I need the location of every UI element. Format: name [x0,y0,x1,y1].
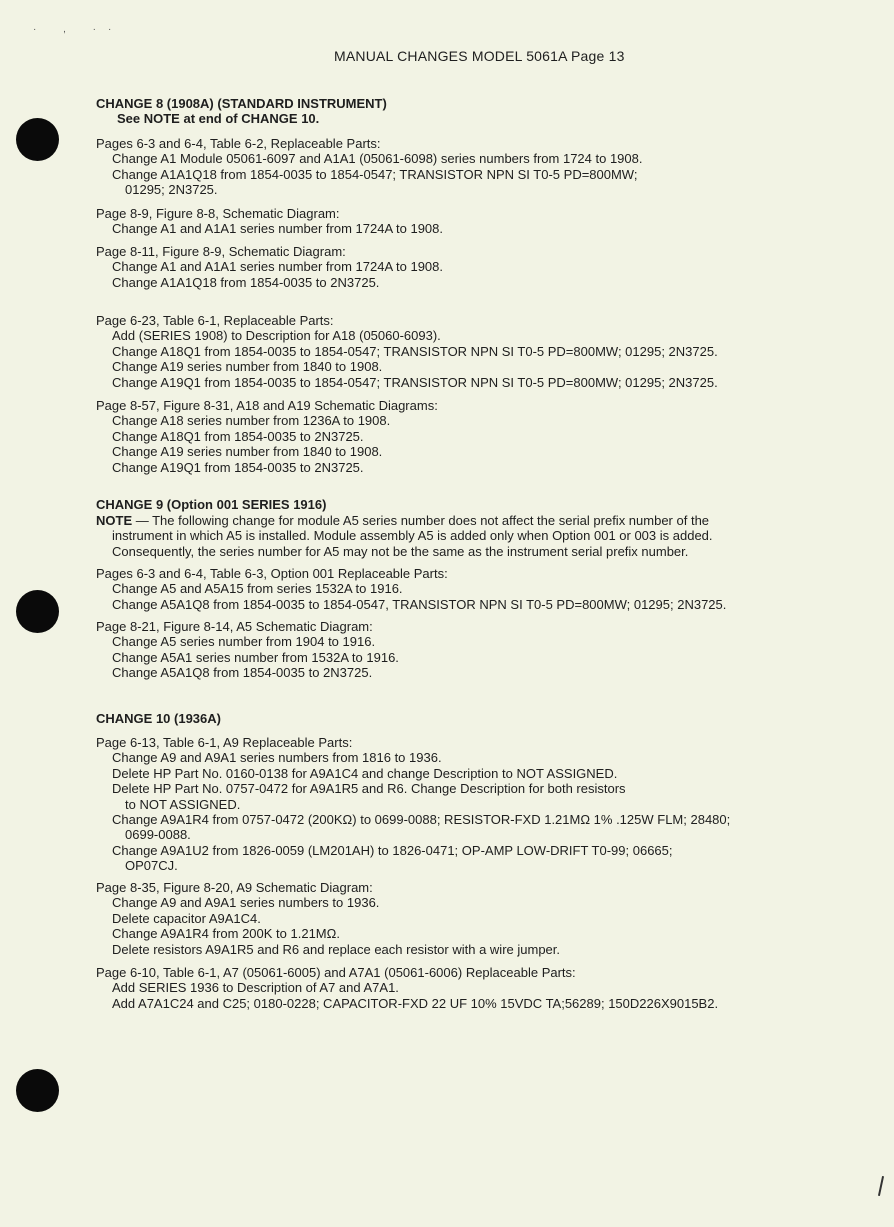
change-9-title: CHANGE 9 (Option 001 SERIES 1916) [96,497,327,512]
binder-hole-top [16,118,59,161]
change-9-item-2: Page 8-21, Figure 8-14, A5 Schematic Diagram: Change A5 series number from 1904 to 1916. Change A5A1 series number from 1532A to 1916. Change A5A1Q8 from 1854-0035 to 2N3725. [96,619,399,681]
scan-mark [878,1176,884,1196]
note-label: NOTE [96,513,133,528]
scan-speckles: · , ·· [33,24,124,35]
change-10-item-3: Page 6-10, Table 6-1, A7 (05061-6005) and A7A1 (05061-6006) Replaceable Parts: Add SERIES 1936 to Description of A7 and A7A1. Add A7A1C24 and C25; 0180-0228; CAPACITOR-FXD 22 UF 10% 15VDC TA;56289; 150D226X9015B2. [96,965,719,1011]
change-9-note: NOTE — The following change for module A5 series number does not affect the serial prefix number of the instrument in which A5 is installed. Module assembly A5 is added only when Option 001 or 003 is added. Consequently, the series number for A5 may not be the same as the instrument serial prefix number. [96,513,713,559]
binder-hole-bottom [16,1069,59,1112]
change-8-item-3: Page 8-11, Figure 8-9, Schematic Diagram: Change A1 and A1A1 series number from 1724A to 1908. Change A1A1Q18 from 1854-0035 to 2N3725. [96,244,444,290]
change-8-item-2: Page 8-9, Figure 8-8, Schematic Diagram: Change A1 and A1A1 series number from 1724A to 1908. [96,206,444,237]
change-8-title: CHANGE 8 (1908A) (STANDARD INSTRUMENT) See NOTE at end of CHANGE 10. [96,96,856,126]
binder-hole-middle [16,590,59,633]
page-header: MANUAL CHANGES MODEL 5061A Page 13 [334,48,625,64]
change-10-item-2: Page 8-35, Figure 8-20, A9 Schematic Diagram: Change A9 and A9A1 series numbers to 1936. Delete capacitor A9A1C4. Change A9A1R4 from 200K to 1.21MΩ. Delete resistors A9A1R5 and R6 and replace each resistor with a wire jumper. [96,880,560,957]
change-10-title: CHANGE 10 (1936A) [96,711,221,726]
change-10-item-1: Page 6-13, Table 6-1, A9 Replaceable Parts: Change A9 and A9A1 series numbers from 1816 to 1936. Delete HP Part No. 0160-0138 for A9A1C4 and change Description to NOT ASSIGNED. Delete HP Part No. 0757-0472 for A9A1R5 and R6. Change Description for both resistors to NOT ASSIGNED. Change A9A1R4 from 0757-0472 (200KΩ) to 0699-0088; RESISTOR-FXD 1.21MΩ 1% .125W FLM; 28480; 0699-0088. Change A9A1U2 from 1826-0059 (LM201AH) to 1826-0471; OP-AMP LOW-DRIFT T0-99; 06665; OP07CJ. [96,735,731,874]
change-8-item-1: Pages 6-3 and 6-4, Table 6-2, Replaceable Parts: Change A1 Module 05061-6097 and A1A1 (05061-6098) series numbers from 1724 to 1908. Change A1A1Q18 from 1854-0035 to 1854-0547; TRANSISTOR NPN SI T0-5 PD=800MW; 01295; 2N3725. [96,136,643,198]
change-8-note: See NOTE at end of CHANGE 10. [117,111,320,126]
change-8-item-4: Page 6-23, Table 6-1, Replaceable Parts: Add (SERIES 1908) to Description for A18 (05060-6093). Change A18Q1 from 1854-0035 to 1854-0547; TRANSISTOR NPN SI T0-5 PD=800MW; 01295; 2N3725. Change A19 series number from 1840 to 1908. Change A19Q1 from 1854-0035 to 1854-0547; TRANSISTOR NPN SI T0-5 PD=800MW; 01295; 2N3725. [96,313,718,390]
change-8-item-5: Page 8-57, Figure 8-31, A18 and A19 Schematic Diagrams: Change A18 series number from 1236A to 1908. Change A18Q1 from 1854-0035 to 2N3725. Change A19 series number from 1840 to 1908. Change A19Q1 from 1854-0035 to 2N3725. [96,398,438,475]
change-9-item-1: Pages 6-3 and 6-4, Table 6-3, Option 001 Replaceable Parts: Change A5 and A5A15 from series 1532A to 1916. Change A5A1Q8 from 1854-0035 to 1854-0547, TRANSISTOR NPN SI T0-5 PD=800MW; 01295; 2N3725. [96,566,727,612]
